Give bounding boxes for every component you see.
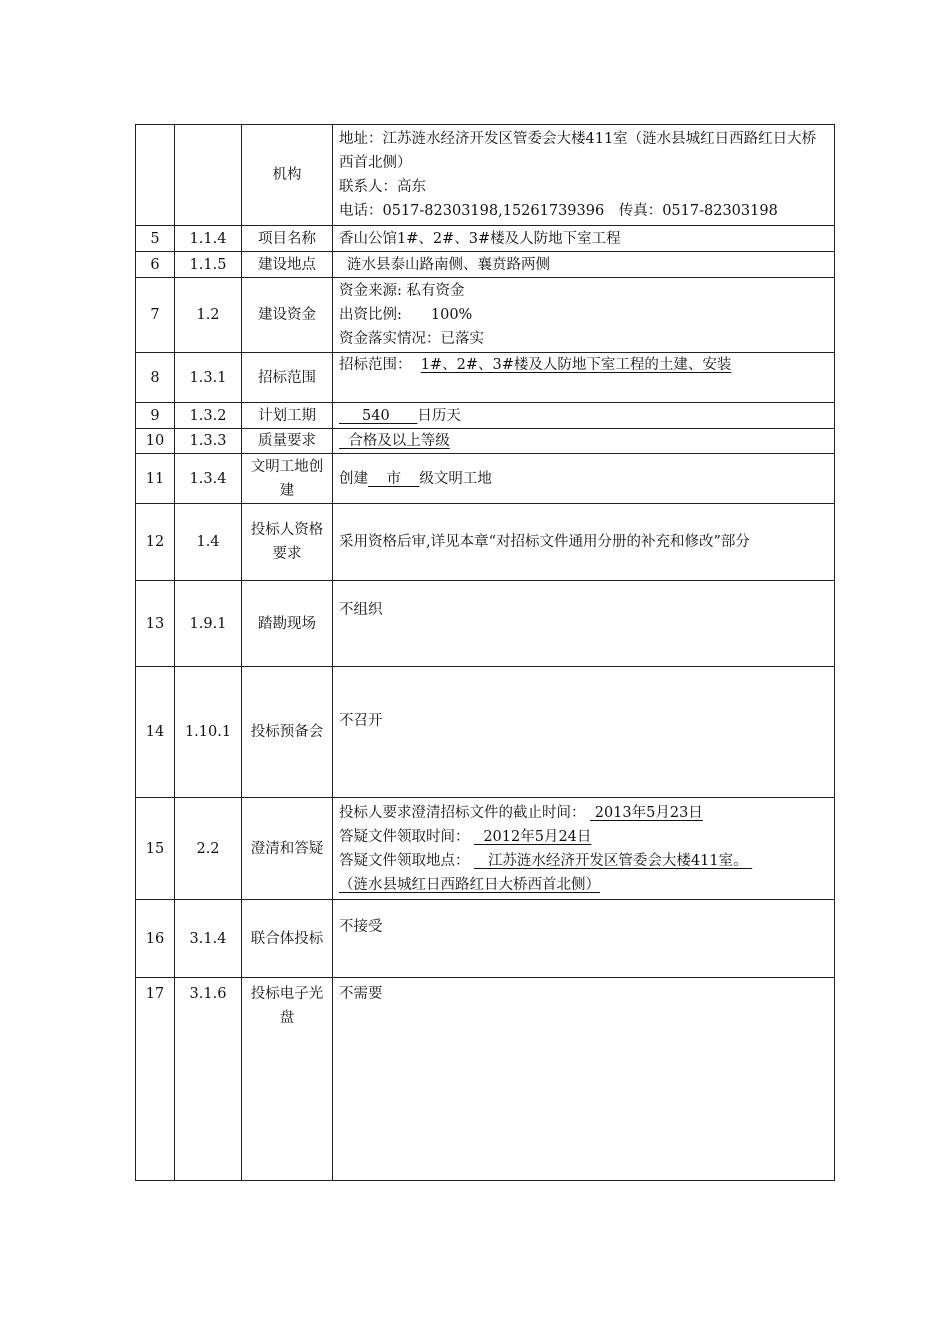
- clause-number: 1.3.3: [175, 429, 242, 454]
- row-number: 6: [136, 252, 175, 278]
- table-row: [136, 353, 835, 403]
- row-number: 8: [136, 353, 175, 403]
- table-row: [136, 900, 835, 978]
- duration-unit: 日历天: [417, 407, 461, 424]
- row-number: 7: [136, 278, 175, 353]
- row-number: 5: [136, 226, 175, 252]
- site-level: 市: [386, 470, 401, 487]
- item-name: 澄清和答疑: [242, 798, 333, 900]
- scope-label: 招标范围：: [339, 357, 412, 373]
- item-name: 文明工地创建: [242, 454, 333, 504]
- row-number: 12: [136, 504, 175, 581]
- item-name: 项目名称: [242, 226, 333, 252]
- answer-time-line: 答疑文件领取时间： 2012年5月24日: [339, 828, 592, 845]
- bid-data-table: [135, 124, 835, 1181]
- table-row: [136, 581, 835, 667]
- clause-number: 1.2: [175, 278, 242, 353]
- row-number: 11: [136, 454, 175, 504]
- scope-value: 1#、2#、3#楼及人防地下室工程的土建、安装: [420, 357, 732, 373]
- fund-source-line: 资金来源: 私有资金: [339, 283, 465, 299]
- clause-number: [175, 125, 242, 226]
- row-number: 16: [136, 900, 175, 978]
- item-content: [333, 353, 835, 403]
- clause-number: 1.3.4: [175, 454, 242, 504]
- table-row: [136, 667, 835, 798]
- item-name: 联合体投标: [242, 900, 333, 978]
- item-content: [333, 454, 835, 504]
- item-name: 招标范围: [242, 353, 333, 403]
- item-content: [333, 798, 835, 900]
- item-name: 投标预备会: [242, 667, 333, 798]
- table-row: [136, 798, 835, 900]
- item-name: 机构: [242, 125, 333, 226]
- phone-line: 电话：0517-82303198,15261739396 传真：0517-82303198: [339, 203, 778, 219]
- item-name: 计划工期: [242, 403, 333, 429]
- table-row: [136, 226, 835, 252]
- quality-value: 合格及以上等级: [348, 433, 450, 449]
- item-content: [333, 278, 835, 353]
- item-name: 建设资金: [242, 278, 333, 353]
- item-content: [333, 125, 835, 226]
- table-row: [136, 252, 835, 278]
- table-row: [136, 125, 835, 226]
- address-line: 地址：江苏涟水经济开发区管委会大楼411室（涟水县城红日西路红日大桥西首北侧）: [339, 131, 817, 171]
- item-name: 踏勘现场: [242, 581, 333, 667]
- site-suffix: 级文明工地: [419, 470, 492, 487]
- clause-number: 2.2: [175, 798, 242, 900]
- fund-ratio-line: 出资比例: 100%: [339, 307, 473, 323]
- clause-number: 1.1.4: [175, 226, 242, 252]
- item-content: 不接受: [333, 900, 835, 978]
- item-name: 投标人资格要求: [242, 504, 333, 581]
- table-row: [136, 429, 835, 454]
- row-number: 17: [136, 978, 175, 1181]
- item-content: [333, 403, 835, 429]
- fund-status-line: 资金落实情况：已落实: [339, 331, 484, 347]
- row-number: 13: [136, 581, 175, 667]
- item-content: [333, 429, 835, 454]
- clarify-deadline-line: 投标人要求澄清招标文件的截止时间： 2013年5月23日: [339, 804, 703, 821]
- item-content: 不需要: [333, 978, 835, 1181]
- row-number: [136, 125, 175, 226]
- clause-number: 1.10.1: [175, 667, 242, 798]
- row-number: 15: [136, 798, 175, 900]
- item-content: [333, 252, 835, 278]
- table-row: [136, 504, 835, 581]
- site-prefix: 创建: [339, 470, 368, 487]
- item-content: 不召开: [333, 667, 835, 798]
- clause-number: 1.9.1: [175, 581, 242, 667]
- item-name: 质量要求: [242, 429, 333, 454]
- item-content: 香山公馆1#、2#、3#楼及人防地下室工程: [333, 226, 835, 252]
- clause-number: 3.1.4: [175, 900, 242, 978]
- table-row: [136, 278, 835, 353]
- table-row: [136, 454, 835, 504]
- answer-place-line: 答疑文件领取地点： 江苏涟水经济开发区管委会大楼411室。: [339, 852, 748, 869]
- duration-value: 540: [362, 407, 390, 424]
- clause-number: 3.1.6: [175, 978, 242, 1181]
- item-name: 建设地点: [242, 252, 333, 278]
- item-content: 采用资格后审,详见本章“对招标文件通用分册的补充和修改”部分: [333, 504, 835, 581]
- location-text: 涟水县泰山路南侧、襄贲路两侧: [347, 256, 550, 273]
- item-content: 不组织: [333, 581, 835, 667]
- contact-line: 联系人：高东: [339, 179, 426, 195]
- clause-number: 1.1.5: [175, 252, 242, 278]
- answer-place-continued: （涟水县城红日西路红日大桥西首北侧）: [339, 876, 600, 893]
- row-number: 10: [136, 429, 175, 454]
- clause-number: 1.3.2: [175, 403, 242, 429]
- clause-number: 1.4: [175, 504, 242, 581]
- clause-number: 1.3.1: [175, 353, 242, 403]
- table-row: [136, 978, 835, 1181]
- table-row: [136, 403, 835, 429]
- item-name: 投标电子光盘: [242, 978, 333, 1181]
- row-number: 14: [136, 667, 175, 798]
- row-number: 9: [136, 403, 175, 429]
